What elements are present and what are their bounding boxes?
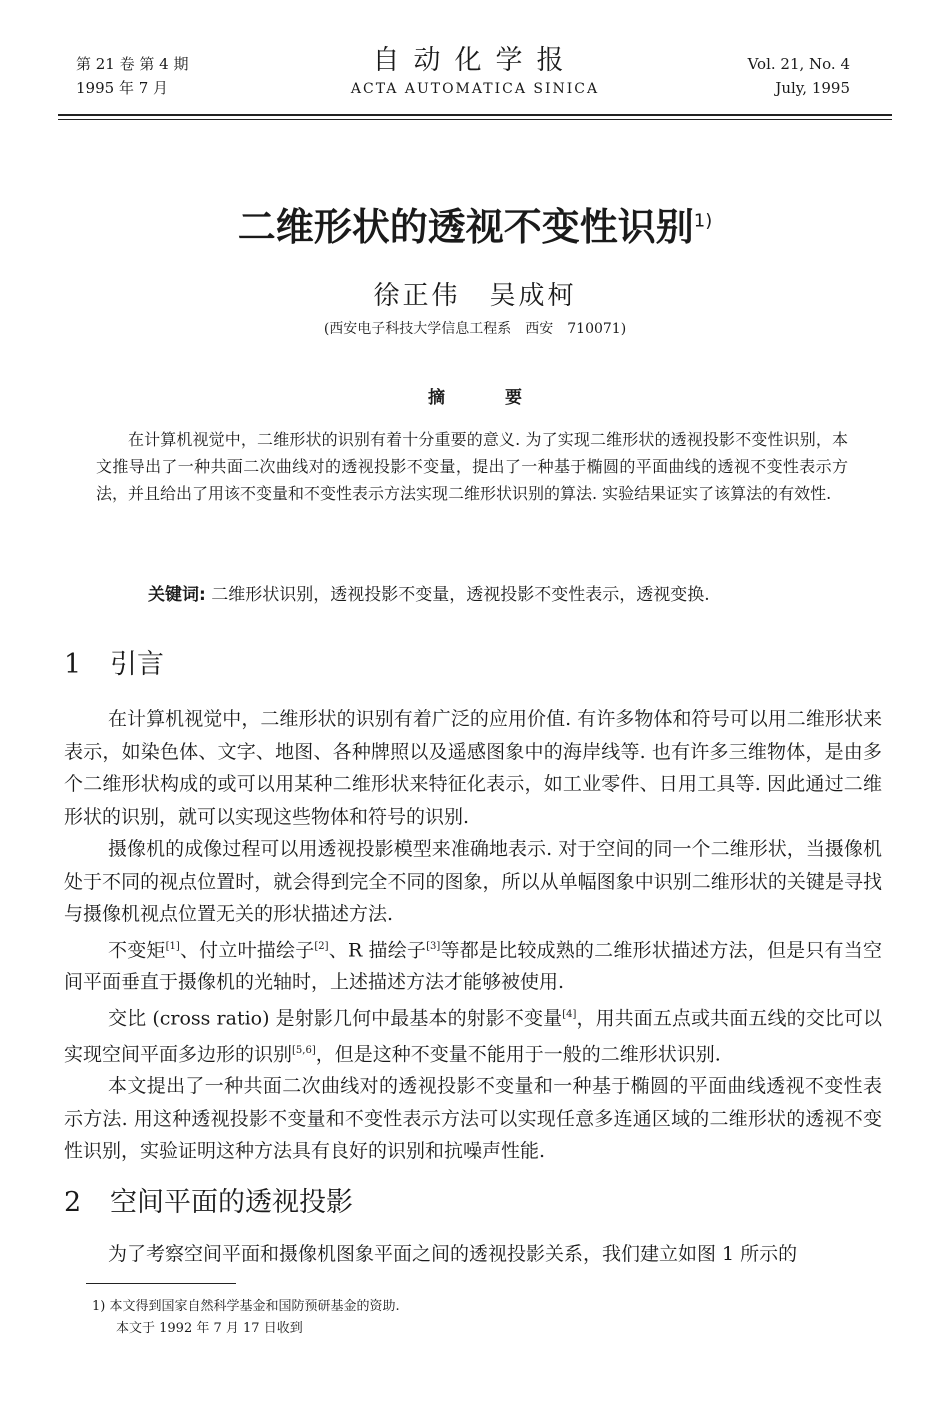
- p3-text-a: 不变矩: [108, 938, 166, 961]
- journal-title-en: ACTA AUTOMATICA SINICA: [350, 81, 600, 97]
- section-1-paragraph-1: 在计算机视觉中，二维形状的识别有着广泛的应用价值. 有许多物体和符号可以用二维形状来表示，如染色体、文字、地图、各种牌照以及遥感图象中的海岸线等. 也有许多三维物体，是由多个二维形状构成的或可以用某种二维形状来特征化表示，如工业零件、日用工具等. 因此通过二维形状的识别，就可以实现这些物体和符号的识别.: [64, 708, 882, 828]
- section-1-body: [64, 703, 882, 1168]
- p3-text-d: 等都是比较成熟的二维形状描述方法，但是只有当空间平面垂直于摄像机的光轴时，上述描述方法才能够被使用.: [64, 938, 882, 994]
- journal-title-cn: 自动化学报: [372, 45, 578, 76]
- p4-text-c: ，但是这种不变量不能用于一般的二维形状识别.: [315, 1042, 721, 1065]
- section-2-body: [64, 1238, 882, 1271]
- section-2-heading: [64, 1180, 353, 1219]
- header-date-cn: 1995 年 7 月: [76, 79, 169, 97]
- section-2-paragraph-1: 为了考察空间平面和摄像机图象平面之间的透视投影关系，我们建立如图 1 所示的: [108, 1243, 798, 1265]
- keywords-text: 二维形状识别，透视投影不变量，透视投影不变性表示，透视变换.: [205, 585, 710, 605]
- keywords-label: 关键词:: [148, 585, 206, 605]
- header-date-en: July, 1995: [775, 79, 850, 97]
- header-right: [748, 52, 850, 100]
- section-1-title: 引言: [110, 649, 164, 680]
- header-rule-thick: [58, 114, 892, 116]
- section-1-paragraph-5: 本文提出了一种共面二次曲线对的透视投影不变量和一种基于椭圆的平面曲线透视不变性表示方法. 用这种透视投影不变量和不变性表示方法可以实现任意多连通区域的二维形状的透视不变性识别，实验证明这种方法具有良好的识别和抗噪声性能.: [64, 1075, 882, 1163]
- paper-title-text: 二维形状的透视不变性识别: [237, 205, 694, 249]
- keywords: [148, 580, 710, 605]
- section-1-number: 1: [64, 649, 82, 680]
- section-1-paragraph-4: [64, 999, 882, 1071]
- citation-4: [4]: [562, 1008, 577, 1020]
- citation-2: [2]: [314, 940, 329, 952]
- citation-3: [3]: [426, 940, 441, 952]
- citation-1: [1]: [165, 940, 180, 952]
- footnote: [92, 1296, 400, 1340]
- section-2-title: 空间平面的透视投影: [110, 1187, 353, 1218]
- paper-title: [0, 196, 950, 251]
- section-1-heading: [64, 642, 164, 681]
- p4-text-a: 交比 (cross ratio) 是射影几何中最基本的射影不变量: [108, 1007, 563, 1030]
- abstract-text: 在计算机视觉中，二维形状的识别有着十分重要的意义. 为了实现二维形状的透视投影不变性识别，本文推导出了一种共面二次曲线对的透视投影不变量，提出了一种基于椭圆的平面曲线的透视不变性表示方法，并且给出了用该不变量和不变性表示方法实现二维形状识别的算法. 实验结果证实了该算法的有效性.: [96, 430, 848, 503]
- p3-text-b: 、付立叶描绘子: [179, 938, 315, 961]
- p4-text-b: ，用共面五点或共面五线的交比可以实现空间平面多边形的识别: [64, 1007, 882, 1065]
- header-rule-thin: [58, 119, 892, 120]
- section-1-paragraph-2: 摄像机的成像过程可以用透视投影模型来准确地表示. 对于空间的同一个二维形状，当摄像机处于不同的视点位置时，就会得到完全不同的图象，所以从单幅图象中识别二维形状的关键是寻找与摄像机视点位置无关的形状描述方法.: [64, 838, 882, 925]
- p3-text-c: 、R 描绘子: [328, 938, 427, 961]
- section-2-number: 2: [64, 1187, 82, 1218]
- section-1-paragraph-3: [64, 931, 882, 999]
- header-volume-en: Vol. 21, No. 4: [747, 55, 850, 73]
- title-footnote-mark: 1): [693, 210, 713, 232]
- footnote-funding: 1) 本文得到国家自然科学基金和国防预研基金的资助.: [92, 1299, 400, 1314]
- header-volume: 第 21 卷 第 4 期: [76, 55, 189, 73]
- citation-5-6: [5,6]: [292, 1044, 316, 1056]
- footnote-received: 本文于 1992 年 7 月 17 日收到: [116, 1321, 303, 1336]
- abstract-heading: 摘要: [428, 388, 582, 408]
- footnote-rule: [86, 1283, 236, 1284]
- paper-affiliation: (西安电子科技大学信息工程系 西安 710071): [323, 321, 627, 337]
- paper-authors: 徐正伟 吴成柯: [373, 281, 577, 311]
